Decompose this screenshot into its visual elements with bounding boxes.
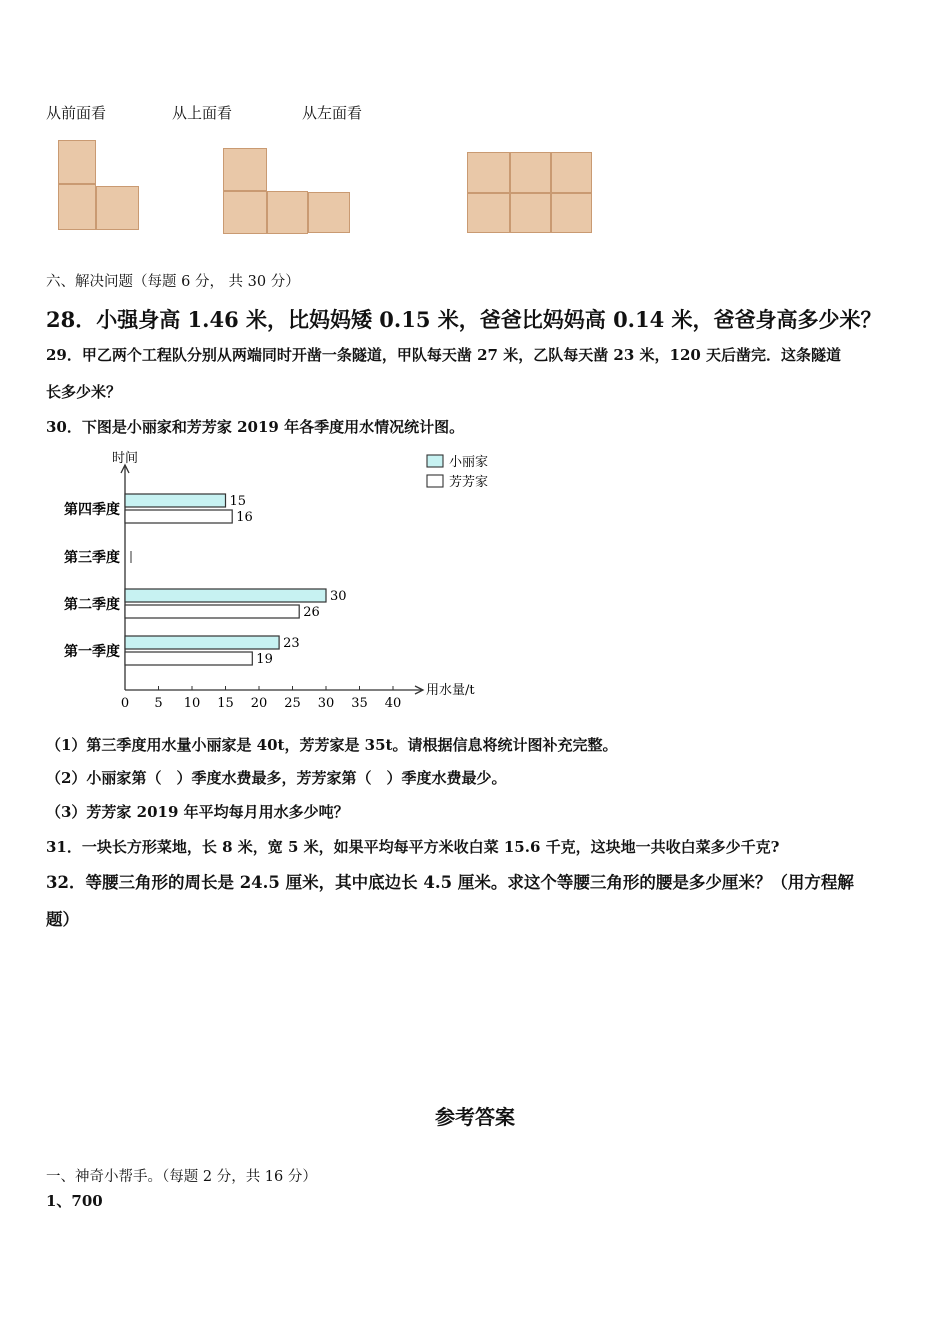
answers-title: 参考答案 — [435, 1105, 515, 1129]
cube-face — [308, 192, 350, 233]
question-30-sub1: （1）第三季度用水量小丽家是 40t，芳芳家是 35t。请根据信息将统计图补充完整。 — [46, 736, 618, 754]
cube-face — [223, 148, 267, 191]
category-label: 第三季度 — [64, 550, 120, 566]
bar-fangfang — [125, 510, 232, 523]
x-tick-label: 15 — [217, 696, 234, 711]
bar-fangfang — [125, 605, 299, 618]
cube-face — [551, 152, 592, 193]
category-label: 第一季度 — [64, 644, 120, 660]
x-tick-label: 20 — [250, 696, 268, 711]
left-view-label: 从左面看 — [302, 104, 363, 122]
x-tick-label: 0 — [120, 696, 130, 711]
cube-face — [223, 191, 267, 234]
cube-face — [551, 193, 592, 233]
cube-face — [467, 193, 510, 233]
cube-face — [510, 193, 551, 233]
answer-1: 1、700 — [46, 1192, 103, 1210]
question-29-line1: 29．甲乙两个工程队分别从两端同时开凿一条隧道，甲队每天凿 27 米，乙队每天凿 23 米，120 天后凿完．这条隧道 — [46, 346, 842, 364]
bar-value-label: 19 — [256, 652, 273, 667]
front-view-label: 从前面看 — [46, 104, 107, 122]
bar-xiaoli — [125, 636, 279, 649]
bar-xiaoli — [125, 589, 326, 602]
x-axis-title: 用水量/t — [426, 683, 475, 698]
cube-face — [58, 140, 96, 184]
answers-section-heading: 一、神奇小帮手。（每题 2 分，共 16 分） — [46, 1169, 317, 1185]
cube-face — [510, 152, 551, 193]
question-29-line2: 长多少米？ — [46, 383, 122, 401]
bar-value-label: 23 — [283, 636, 300, 651]
legend-swatch — [427, 475, 443, 487]
x-tick-label: 25 — [284, 696, 301, 711]
legend-label: 芳芳家 — [449, 475, 489, 490]
bar-value-label: 26 — [303, 605, 320, 620]
y-axis-title: 时间 — [112, 451, 139, 466]
question-30-sub2: （2）小丽家第（ ）季度水费最多，芳芳家第（ ）季度水费最少。 — [46, 769, 507, 787]
question-28: 28．小强身高 1.46 米，比妈妈矮 0.15 米，爸爸比妈妈高 0.14 米，爸爸身高多少米？ — [46, 307, 882, 332]
question-32-line1: 32．等腰三角形的周长是 24.5 厘米，其中底边长 4.5 厘米。求这个等腰三角形的腰是多少厘米？（用方程解 — [46, 873, 854, 892]
x-tick-label: 10 — [183, 696, 201, 711]
bar-value-label: 30 — [330, 589, 347, 604]
bar-value-label: 15 — [229, 494, 247, 509]
question-31: 31．一块长方形菜地，长 8 米，宽 5 米，如果平均每平方米收白菜 15.6 千克，这块地一共收白菜多少千克? — [46, 838, 780, 856]
question-32-line2: 题） — [46, 910, 79, 929]
x-tick-label: 40 — [384, 696, 402, 711]
bar-xiaoli — [125, 494, 226, 507]
cube-face — [467, 152, 510, 193]
top-view-label: 从上面看 — [172, 104, 233, 122]
bar-value-label: 16 — [236, 510, 253, 525]
x-tick-label: 5 — [154, 696, 163, 711]
legend-swatch — [427, 455, 443, 467]
x-tick-label: 35 — [351, 696, 368, 711]
water-usage-chart — [40, 440, 500, 720]
category-label: 第二季度 — [64, 597, 120, 613]
section-heading: 六、解决问题（每题 6 分， 共 30 分） — [46, 274, 300, 290]
cube-face — [58, 184, 96, 230]
category-label: 第四季度 — [64, 502, 120, 518]
x-tick-label: 30 — [317, 696, 335, 711]
question-30: 30．下图是小丽家和芳芳家 2019 年各季度用水情况统计图。 — [46, 418, 465, 436]
legend-label: 小丽家 — [449, 455, 489, 470]
cube-face — [96, 186, 139, 230]
question-30-sub3: （3）芳芳家 2019 年平均每月用水多少吨？ — [46, 803, 349, 821]
bar-fangfang — [125, 652, 252, 665]
cube-face — [267, 191, 308, 234]
